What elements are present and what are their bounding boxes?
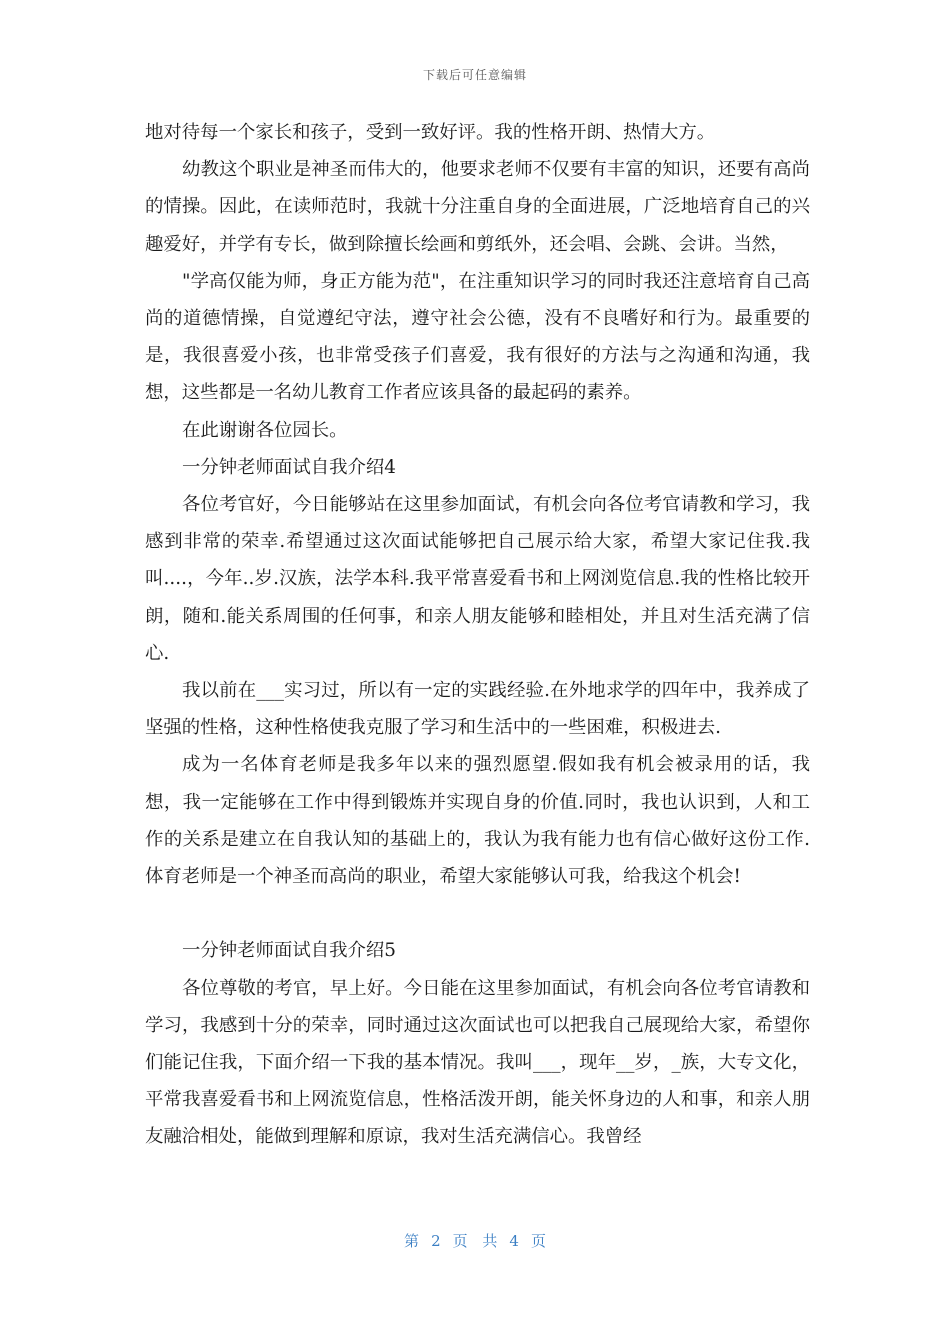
footer-word-of: 页 共 xyxy=(452,1232,498,1250)
footer-word-pages: 页 xyxy=(530,1232,546,1250)
page-header: 下载后可任意编辑 xyxy=(422,68,527,82)
page-footer xyxy=(0,1230,950,1251)
paragraph: 在此谢谢各位园长。 xyxy=(182,419,348,441)
section-heading: 一分钟老师面试自我介绍5 xyxy=(182,940,396,962)
paragraph: "学高仅能为师，身正方能为范"，在注重知识学习的同时我还注意培育自己高尚的道德情操，自觉遵纪守法，遵守社会公德，没有不良嗜好和行为。最重要的是，我很喜爱小孩，也非常受孩子们喜爱，我有很好的方法与之沟通和沟通，我想，这些都是一名幼儿教育工作者应该具备的最起码的素养。 xyxy=(145,270,810,404)
document-body xyxy=(145,114,810,1156)
paragraph: 成为一名体育老师是我多年以来的强烈愿望.假如我有机会被录用的话，我想，我一定能够在工作中得到锻炼并实现自身的价值.同时，我也认识到，人和工作的关系是建立在自我认知的基础上的，我认为我有能力也有信心做好这份工作.体育老师是一个神圣而高尚的职业，希望大家能够认可我，给我这个机会! xyxy=(145,754,810,888)
paragraph: 地对待每一个家长和孩子，受到一致好评。我的性格开朗、热情大方。 xyxy=(145,122,716,143)
footer-current-page: 2 xyxy=(431,1232,441,1250)
section-heading: 一分钟老师面试自我介绍4 xyxy=(182,456,396,478)
paragraph: 各位尊敬的考官，早上好。今日能在这里参加面试，有机会向各位考官请教和学习，我感到十分的荣幸，同时通过这次面试也可以把我自己展现给大家，希望你们能记住我，下面介绍一下我的基本情况。我叫___，现年__岁，_族，大专文化，平常我喜爱看书和上网流览信息，性格活泼开朗，能关怀身边的人和事，和亲人朋友融洽相处，能做到理解和原谅，我对生活充满信心。我曾经 xyxy=(145,977,810,1148)
paragraph: 我以前在___实习过，所以有一定的实践经验.在外地求学的四年中，我养成了坚强的性格，这种性格使我克服了学习和生活中的一些困难，积极进去. xyxy=(145,680,810,739)
paragraph: 幼教这个职业是神圣而伟大的，他要求老师不仅要有丰富的知识，还要有高尚的情操。因此，在读师范时，我就十分注重自身的全面进展，广泛地培育自己的兴趣爱好，并学有专长，做到除擅长绘画和剪纸外，还会唱、会跳、会讲。当然， xyxy=(145,159,810,255)
footer-word-page: 第 xyxy=(404,1232,420,1250)
footer-total-pages: 4 xyxy=(509,1232,519,1250)
paragraph: 各位考官好，今日能够站在这里参加面试，有机会向各位考官请教和学习，我感到非常的荣幸.希望通过这次面试能够把自己展示给大家，希望大家记住我.我叫....，今年..岁.汉族，法学本科.我平常喜爱看书和上网浏览信息.我的性格比较开朗，随和.能关系周围的任何事，和亲人朋友能够和睦相处，并且对生活充满了信心. xyxy=(145,494,810,664)
